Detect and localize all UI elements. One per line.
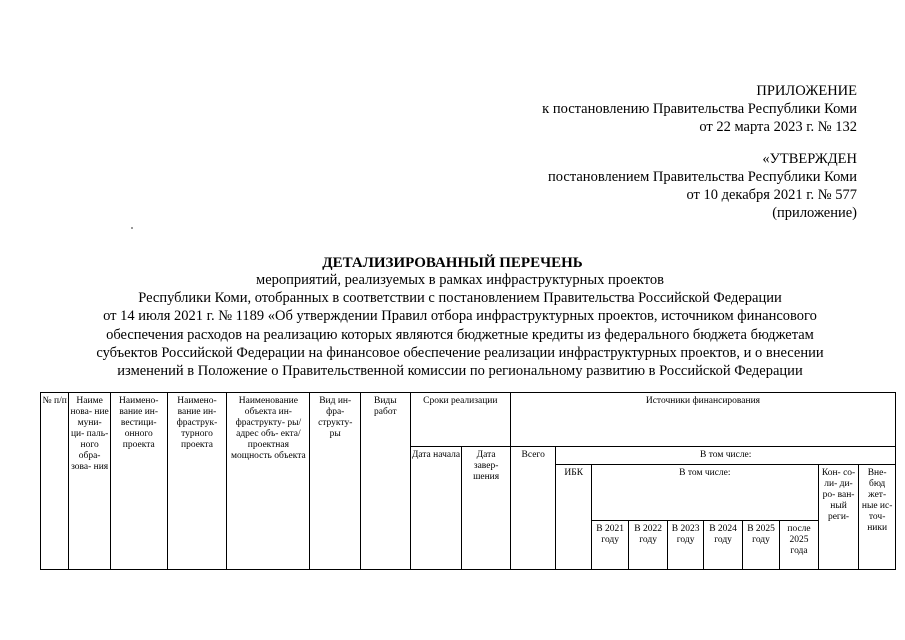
appendix-line-1: ПРИЛОЖЕНИЕ	[756, 83, 857, 99]
appendix-line-2: к постановлению Правительства Республики Коми	[542, 101, 857, 117]
header-year: В 2023 году	[667, 521, 703, 570]
header-year: В 2022 году	[629, 521, 667, 570]
header-extrabudget: Вне- бюд жет- ные ис- точ- ники	[859, 465, 896, 570]
header-object: Наименование объекта ин- фраструкту- ры/адрес объ- екта/проектная мощность объекта	[227, 393, 310, 570]
document-subtitle	[60, 271, 860, 380]
approved-line-4: (приложение)	[772, 205, 857, 221]
header-work-type: Виды работ	[361, 393, 411, 570]
header-including: В том числе:	[556, 447, 896, 465]
subtitle-line: обеспечения расходов на реализацию которых являются бюджетные кредиты из федерального бюджета бюджетам	[106, 326, 814, 343]
header-year: В 2025 году	[742, 521, 779, 570]
appendix-header	[542, 82, 857, 136]
appendix-line-3: от 22 марта 2023 г. № 132	[699, 119, 857, 135]
approved-header	[548, 150, 857, 222]
subtitle-line: субъектов Российской Федерации на финансовое обеспечение реализации инфраструктурных проектов, и о внесении	[96, 344, 824, 361]
subtitle-line: от 14 июля 2021 г. № 1189 «Об утверждении Правил отбора инфраструктурных проектов, источником финансового	[103, 308, 817, 325]
approved-line-2: постановлением Правительства Республики Коми	[548, 169, 857, 185]
header-ibk: ИБК	[556, 465, 591, 570]
header-timeline: Сроки реализации	[410, 393, 510, 447]
approved-line-3: от 10 декабря 2021 г. № 577	[686, 187, 857, 203]
header-num: № п/п	[41, 393, 69, 570]
subtitle-line: изменений в Положение о Правительственной комиссии по региональному развитию в Российской Федерации	[117, 363, 803, 380]
header-year: В 2024 году	[704, 521, 742, 570]
subtitle-line: мероприятий, реализуемых в рамках инфраструктурных проектов	[256, 272, 664, 288]
header-start-date: Дата начала	[410, 447, 462, 570]
header-infra-project: Наимено- вание ин- фраструк- турного проекта	[167, 393, 227, 570]
scan-speck	[131, 227, 133, 229]
header-including-years: В том числе:	[591, 465, 818, 521]
subtitle-line: Республики Коми, отобранных в соответствии с постановлением Правительства Российской Федерации	[138, 290, 782, 307]
header-end-date: Дата завер- шения	[462, 447, 511, 570]
header-infra-type: Вид ин- фра- структу- ры	[310, 393, 361, 570]
header-year: В 2021 году	[591, 521, 628, 570]
header-consolidated: Кон- со- ли- ди- ро- ван- ный реги-	[818, 465, 859, 570]
projects-table	[40, 392, 896, 570]
header-funding: Источники финансирования	[510, 393, 895, 447]
approved-line-1: «УТВЕРЖДЕН	[762, 151, 857, 167]
header-investment-project: Наимено- вание ин- вестици- онного проекта	[110, 393, 167, 570]
header-municipality: Наиме нова- ние муни- ци- паль- ного обра- зова- ния	[69, 393, 111, 570]
header-year: после 2025 года	[780, 521, 818, 570]
document-title: ДЕТАЛИЗИРОВАННЫЙ ПЕРЕЧЕНЬ	[322, 255, 583, 271]
header-total: Всего	[510, 447, 556, 570]
